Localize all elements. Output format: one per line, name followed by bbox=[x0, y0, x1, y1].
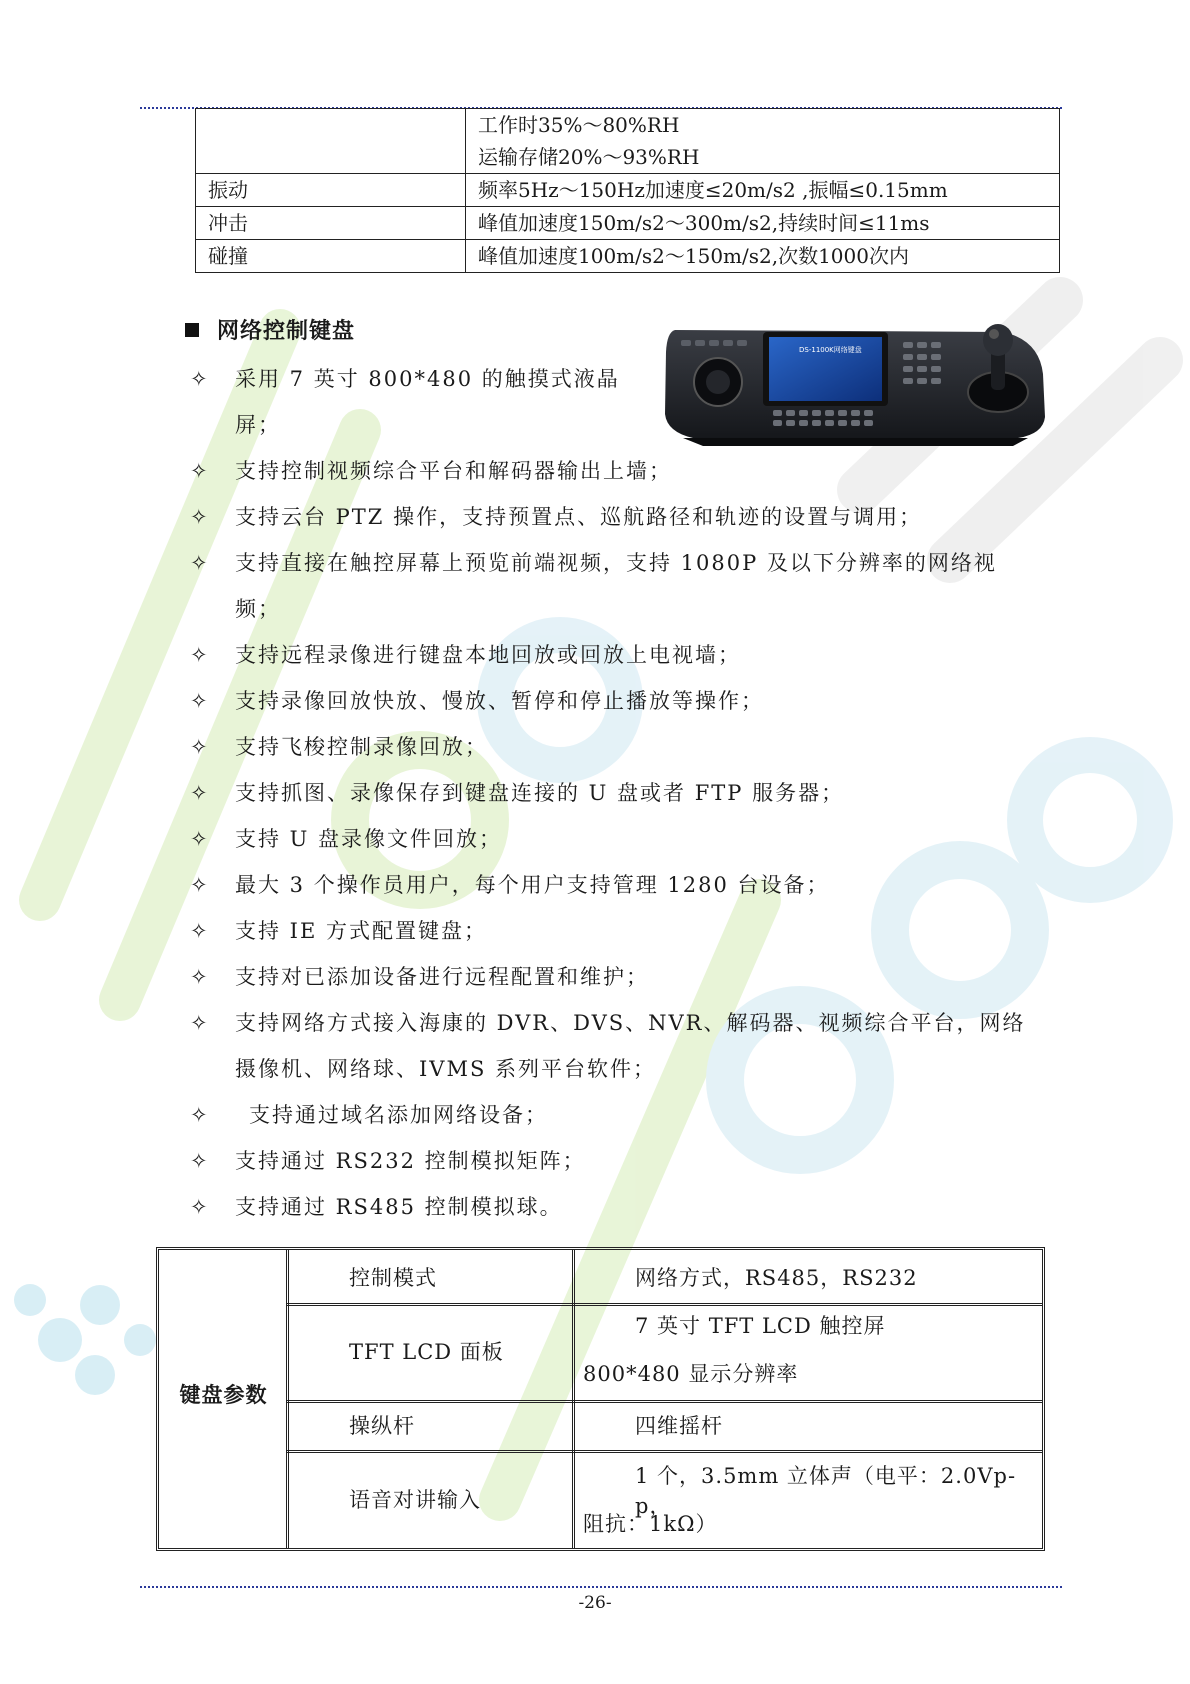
feature-text: 支持直接在触控屏幕上预览前端视频，支持 1080P 及以下分辨率的网络视 bbox=[235, 551, 997, 575]
diamond-star-icon: ✧ bbox=[190, 643, 210, 667]
list-item bbox=[190, 1184, 1070, 1230]
list-item-continuation bbox=[190, 1046, 1070, 1092]
param-name: 操纵杆 bbox=[349, 1414, 415, 1438]
list-item bbox=[190, 632, 1070, 678]
feature-text: 摄像机、网络球、IVMS 系列平台软件； bbox=[235, 1057, 657, 1081]
feature-text: 支持 IE 方式配置键盘； bbox=[235, 919, 487, 943]
param-group-label: 键盘参数 bbox=[179, 1383, 268, 1407]
table-row bbox=[196, 207, 1060, 240]
feature-text: 支持 U 盘录像文件回放； bbox=[235, 827, 503, 851]
list-item bbox=[190, 954, 1070, 1000]
feature-text: 支持通过域名添加网络设备； bbox=[249, 1103, 548, 1127]
param-value: 800*480 显示分辨率 bbox=[583, 1362, 799, 1386]
table-row bbox=[196, 109, 1060, 174]
list-item bbox=[190, 1138, 1070, 1184]
spec-key bbox=[196, 109, 466, 174]
spec-key: 振动 bbox=[196, 174, 466, 207]
param-value: 网络方式，RS485，RS232 bbox=[635, 1266, 918, 1290]
list-item bbox=[190, 356, 675, 402]
keyboard-parameter-table bbox=[156, 1247, 1045, 1551]
page-number: -26- bbox=[578, 1593, 612, 1613]
diamond-star-icon: ✧ bbox=[190, 505, 210, 529]
section-title-text: 网络控制键盘 bbox=[217, 318, 356, 344]
feature-text: 采用 7 英寸 800*480 的触摸式液晶 bbox=[235, 367, 620, 391]
param-value: 阻抗：1kΩ） bbox=[583, 1512, 718, 1536]
feature-text: 支持录像回放快放、慢放、暂停和停止播放等操作； bbox=[235, 689, 764, 713]
list-item bbox=[190, 1000, 1070, 1046]
diamond-star-icon: ✧ bbox=[190, 1149, 210, 1173]
feature-text: 支持网络方式接入海康的 DVR、DVS、NVR、解码器、视频综合平台，网络 bbox=[235, 1011, 1026, 1035]
square-bullet-icon bbox=[185, 323, 199, 337]
diamond-star-icon: ✧ bbox=[190, 459, 210, 483]
feature-text: 支持云台 PTZ 操作，支持预置点、巡航路径和轨迹的设置与调用； bbox=[235, 505, 923, 529]
list-item bbox=[190, 540, 1070, 586]
feature-text: 支持飞梭控制录像回放； bbox=[235, 735, 488, 759]
feature-text: 支持通过 RS232 控制模拟矩阵； bbox=[235, 1149, 586, 1173]
diamond-star-icon: ✧ bbox=[190, 1103, 210, 1127]
footer-rule bbox=[140, 1586, 1062, 1588]
param-name: 语音对讲输入 bbox=[349, 1488, 481, 1512]
diamond-star-icon: ✧ bbox=[190, 919, 210, 943]
diamond-star-icon: ✧ bbox=[190, 1195, 210, 1219]
diamond-star-icon: ✧ bbox=[190, 735, 210, 759]
list-item bbox=[190, 1092, 1070, 1138]
list-item-continuation bbox=[190, 402, 1070, 448]
spec-value-line: 工作时35%～80%RH bbox=[478, 113, 680, 137]
param-name: 控制模式 bbox=[349, 1266, 437, 1290]
feature-text: 支持抓图、录像保存到键盘连接的 U 盘或者 FTP 服务器； bbox=[235, 781, 845, 805]
environment-spec-table bbox=[195, 108, 1060, 273]
diamond-star-icon: ✧ bbox=[190, 1011, 210, 1035]
param-value: 四维摇杆 bbox=[635, 1414, 723, 1438]
feature-text: 最大 3 个操作员用户，每个用户支持管理 1280 台设备； bbox=[235, 873, 830, 897]
param-value: 7 英寸 TFT LCD 触控屏 bbox=[635, 1314, 886, 1338]
diamond-star-icon: ✧ bbox=[190, 367, 210, 391]
feature-text: 支持对已添加设备进行远程配置和维护； bbox=[235, 965, 649, 989]
diamond-star-icon: ✧ bbox=[190, 827, 210, 851]
table-row bbox=[196, 240, 1060, 273]
spec-value bbox=[466, 109, 1060, 174]
diamond-star-icon: ✧ bbox=[190, 689, 210, 713]
spec-value-line: 运输存储20%～93%RH bbox=[478, 145, 700, 169]
screen-label: DS-1100K网络键盘 bbox=[799, 346, 862, 354]
list-item bbox=[190, 816, 1070, 862]
list-item bbox=[190, 724, 1070, 770]
list-item bbox=[190, 862, 1070, 908]
feature-text: 支持远程录像进行键盘本地回放或回放上电视墙； bbox=[235, 643, 741, 667]
feature-text: 支持通过 RS485 控制模拟球。 bbox=[235, 1195, 563, 1219]
feature-text: 屏； bbox=[235, 413, 281, 437]
diamond-star-icon: ✧ bbox=[190, 873, 210, 897]
spec-value: 峰值加速度100m/s2～150m/s2,次数1000次内 bbox=[466, 240, 1060, 273]
section-heading bbox=[185, 314, 355, 345]
spec-key: 碰撞 bbox=[196, 240, 466, 273]
list-item bbox=[190, 494, 1070, 540]
param-name: TFT LCD 面板 bbox=[349, 1340, 504, 1364]
diamond-star-icon: ✧ bbox=[190, 781, 210, 805]
spec-value: 频率5Hz～150Hz加速度≤20m/s2 ,振幅≤0.15mm bbox=[466, 174, 1060, 207]
feature-text: 支持控制视频综合平台和解码器输出上墙； bbox=[235, 459, 672, 483]
spec-value: 峰值加速度150m/s2～300m/s2,持续时间≤11ms bbox=[466, 207, 1060, 240]
diamond-star-icon: ✧ bbox=[190, 965, 210, 989]
feature-text: 频； bbox=[235, 597, 281, 621]
list-item-continuation bbox=[190, 586, 1070, 632]
param-value: 1 个，3.5mm 立体声（电平：2.0Vp-p， bbox=[635, 1464, 1017, 1518]
diamond-star-icon: ✧ bbox=[190, 551, 210, 575]
list-item bbox=[190, 448, 1070, 494]
list-item bbox=[190, 908, 1070, 954]
spec-key: 冲击 bbox=[196, 207, 466, 240]
list-item bbox=[190, 678, 1070, 724]
feature-list bbox=[190, 356, 1070, 1230]
list-item bbox=[190, 770, 1070, 816]
table-row bbox=[196, 174, 1060, 207]
